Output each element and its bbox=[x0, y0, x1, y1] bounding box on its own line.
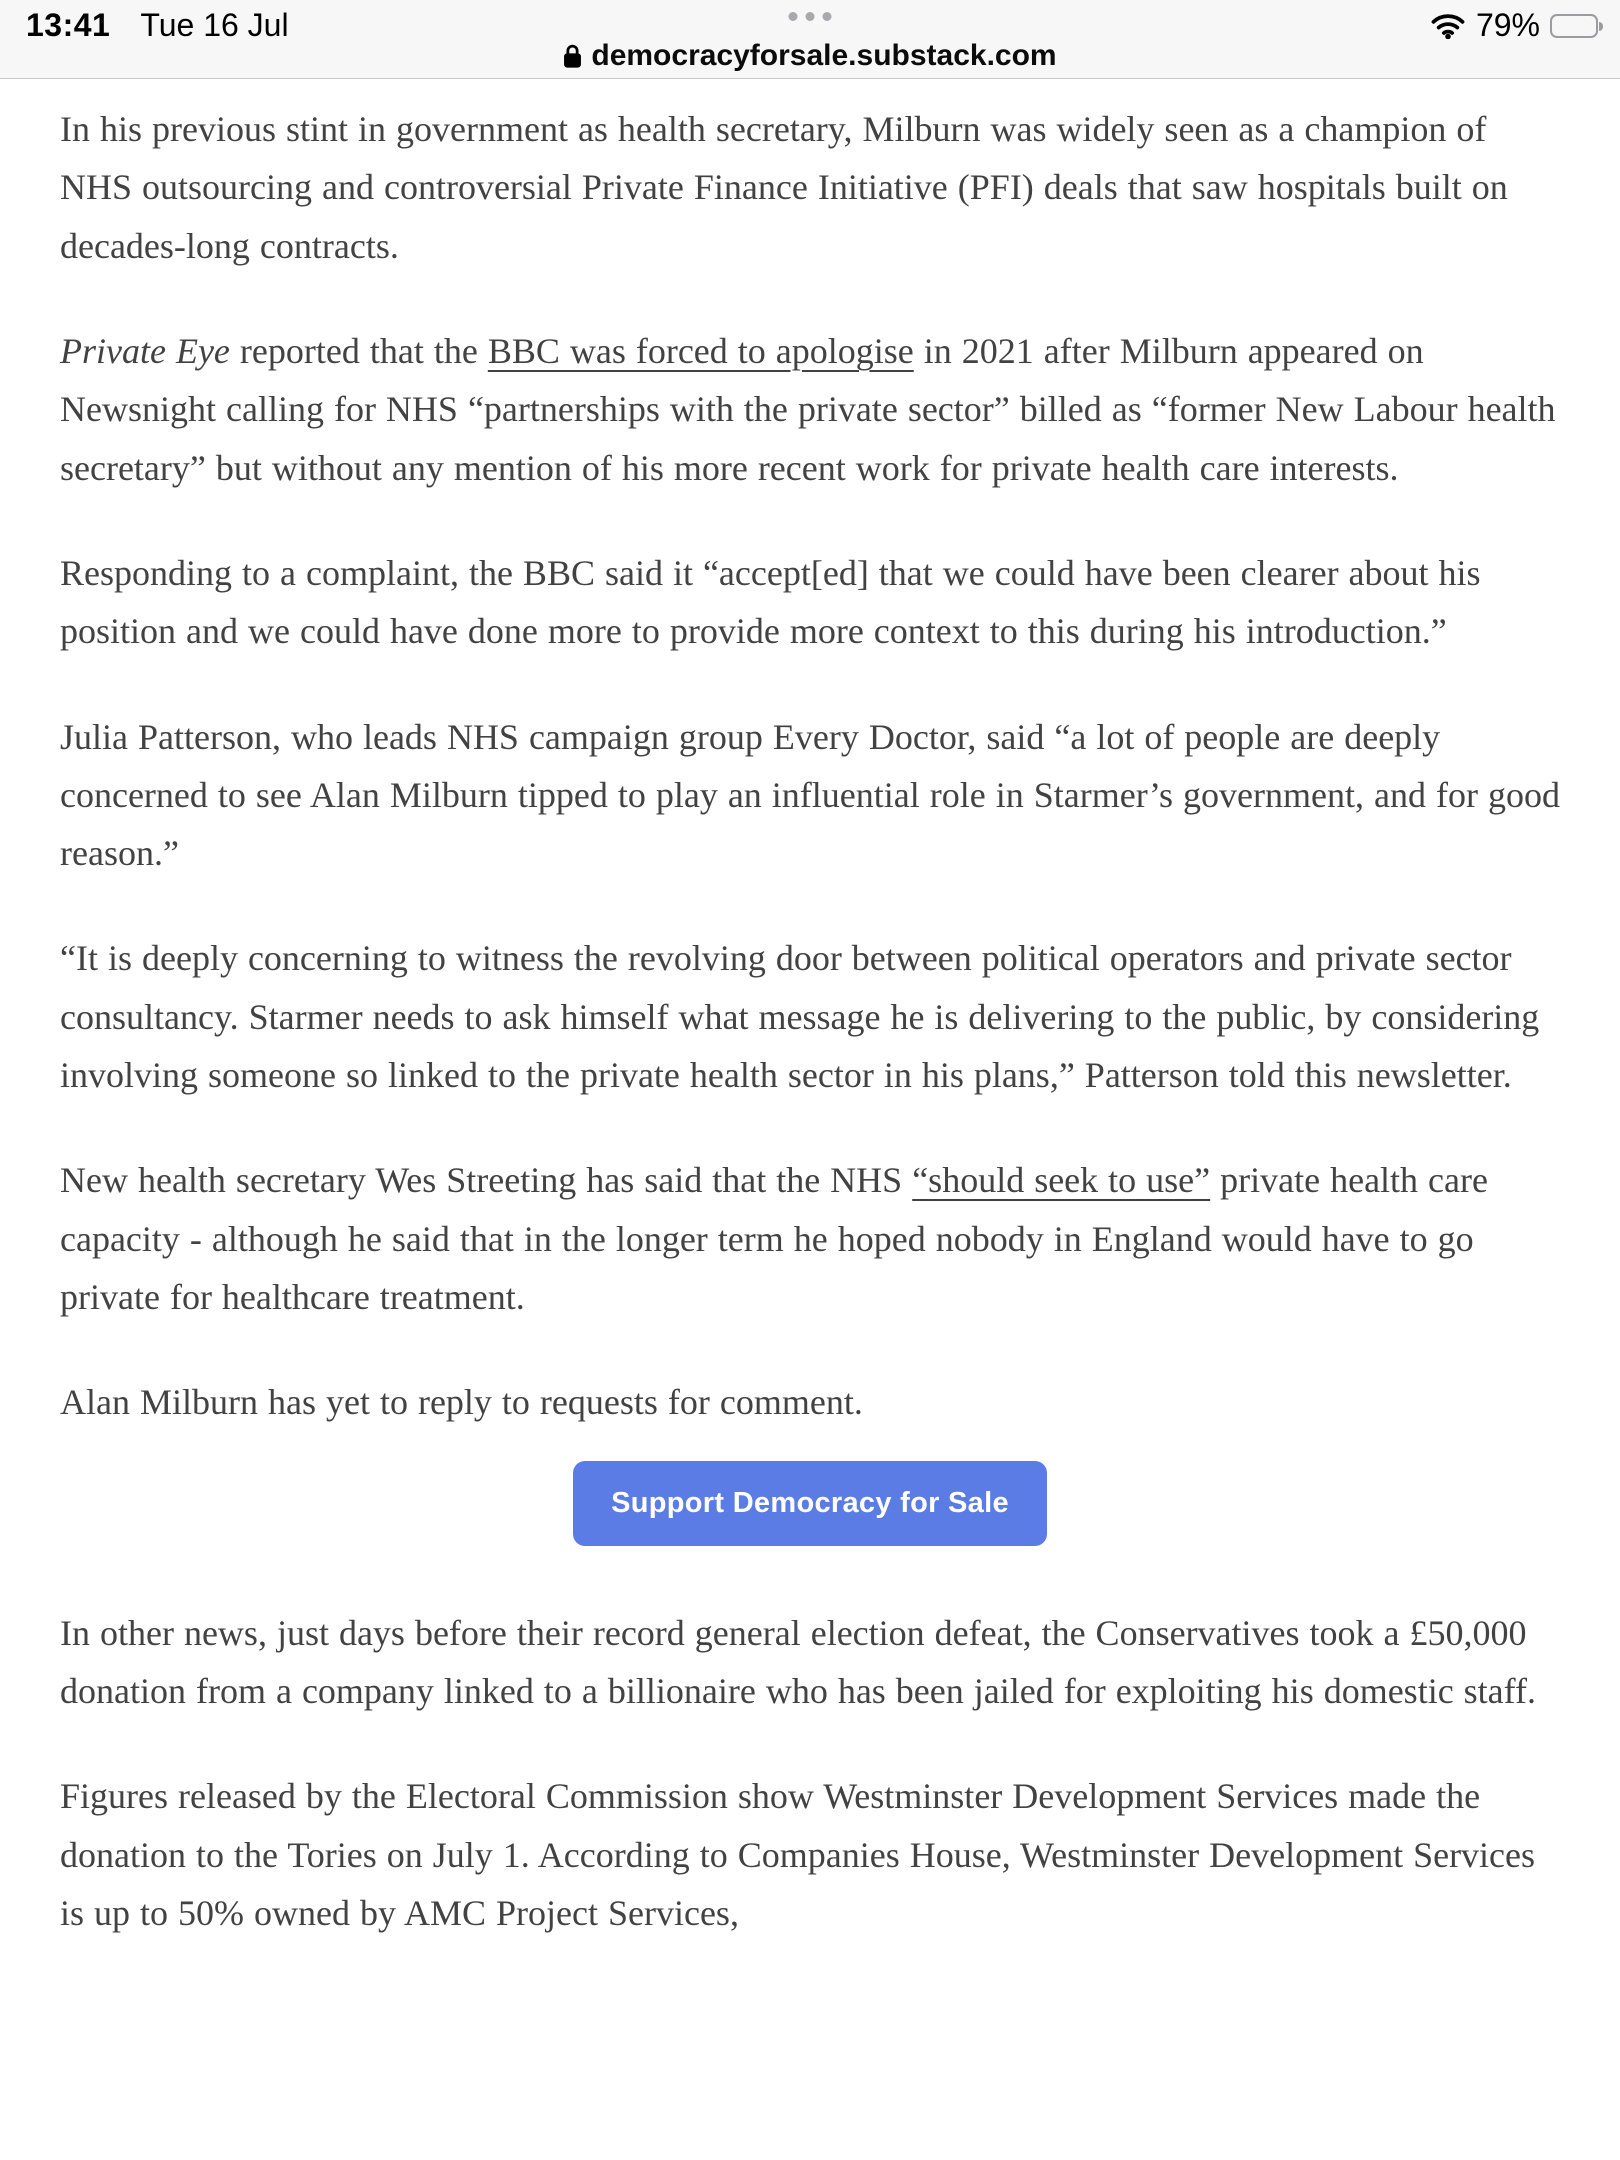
text-span: reported that the bbox=[229, 330, 488, 371]
text-span: in 2021 after Milburn appeared on Newsnight calling for NHS “partnerships with the private sector” billed as “former New Labour health secretary” but without any mention of his more recent work for private health care interests. bbox=[60, 330, 1556, 488]
article-body-bottom bbox=[60, 1604, 1560, 1943]
text-span: New health secretary Wes Streeting has said that the NHS bbox=[60, 1160, 913, 1201]
paragraph bbox=[60, 1373, 1560, 1431]
inline-link[interactable]: BBC was forced to apologise bbox=[487, 330, 914, 371]
text-span: In his previous stint in government as health secretary, Milburn was widely seen as a champion of NHS outsourcing and controversial Private Finance Initiative (PFI) deals that saw hospitals built on decades-long contracts. bbox=[60, 109, 1508, 266]
italic-text: Private Eye bbox=[60, 330, 230, 371]
paragraph bbox=[60, 708, 1560, 883]
lock-icon bbox=[563, 43, 582, 69]
paragraph bbox=[60, 1604, 1560, 1721]
address-bar[interactable] bbox=[0, 36, 1620, 76]
support-button[interactable]: Support Democracy for Sale bbox=[573, 1461, 1047, 1546]
text-span: Alan Milburn has yet to reply to requests for comment. bbox=[60, 1382, 863, 1423]
url-text: democracyforsale.substack.com bbox=[591, 39, 1057, 72]
inline-link[interactable]: “should seek to use” bbox=[912, 1160, 1211, 1201]
text-span: Responding to a complaint, the BBC said it “accept[ed] that we could have been clearer about his position and we could have done more to provide more context to this during his introduction.” bbox=[60, 552, 1481, 652]
button-row bbox=[60, 1461, 1560, 1546]
status-date: Tue 16 Jul bbox=[140, 7, 289, 43]
article-content bbox=[0, 79, 1620, 1942]
paragraph bbox=[60, 544, 1560, 661]
text-span: Julia Patterson, who leads NHS campaign group Every Doctor, said “a lot of people are deeply concerned to see Alan Milburn tipped to play an influential role in Starmer’s government, and for good reason.” bbox=[60, 716, 1560, 874]
status-time: 13:41 bbox=[26, 7, 111, 43]
wifi-icon bbox=[1430, 12, 1466, 39]
text-span: private health care capacity - although he said that in the longer term he hoped nobody in England would have to go private for healthcare treatment. bbox=[60, 1160, 1488, 1317]
battery-percent: 79% bbox=[1475, 7, 1540, 43]
text-span: Figures released by the Electoral Commission show Westminster Development Services made the donation to the Tories on July 1. According to Companies House, Westminster Development Services is up to 50% owned by AMC Project Services, bbox=[60, 1776, 1536, 1933]
paragraph bbox=[60, 929, 1560, 1104]
text-span: In other news, just days before their record general election defeat, the Conservatives took a £50,000 donation from a company linked to a billionaire who has been jailed for exploiting his domestic staff. bbox=[60, 1612, 1536, 1711]
paragraph bbox=[60, 100, 1560, 275]
browser-chrome bbox=[0, 0, 1620, 79]
article-body-top bbox=[60, 100, 1560, 1432]
paragraph bbox=[60, 322, 1560, 497]
paragraph bbox=[60, 1151, 1560, 1326]
page-menu-dots-icon[interactable] bbox=[789, 12, 832, 21]
text-span: “It is deeply concerning to witness the revolving door between political operators and private sector consultancy. Starmer needs to ask himself what message he is delivering to the public, by considering involving someone so linked to the private health sector in his plans,” Patterson told this newsletter. bbox=[60, 938, 1540, 1096]
paragraph bbox=[60, 1767, 1560, 1942]
battery-icon bbox=[1550, 14, 1598, 38]
